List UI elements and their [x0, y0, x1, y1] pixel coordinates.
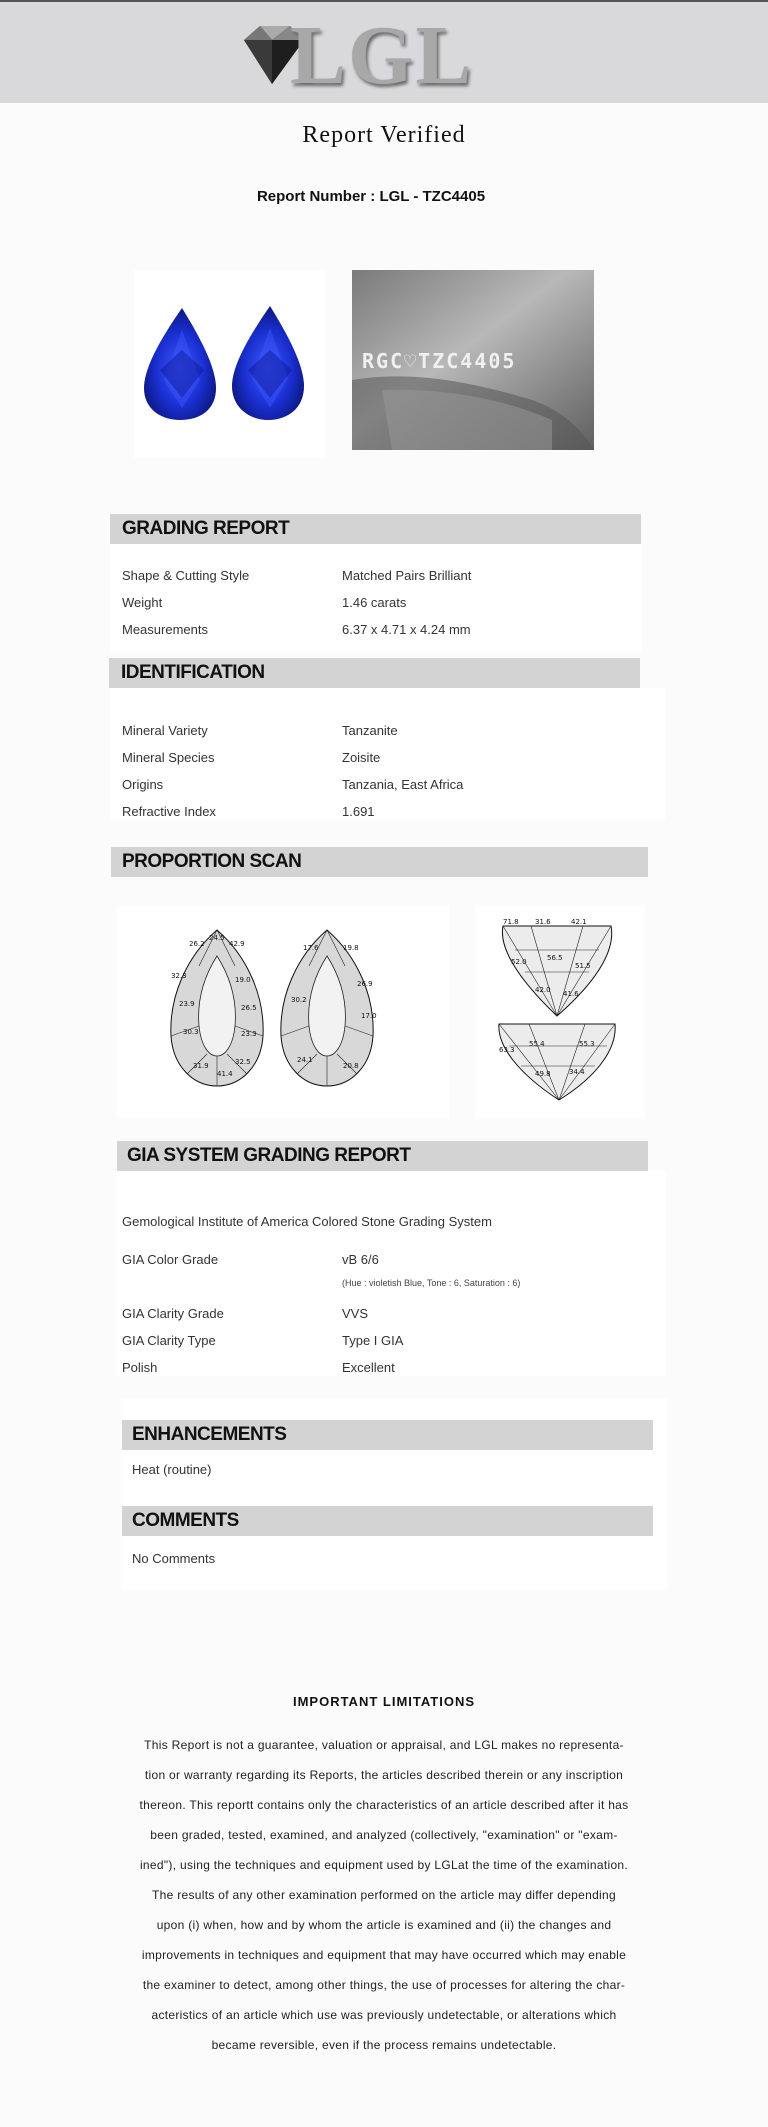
svg-text:31.6: 31.6 [535, 918, 551, 926]
svg-text:26.9: 26.9 [357, 980, 373, 988]
site-header [0, 2, 768, 103]
inscription-text: RGC♡TZC4405 [362, 349, 517, 373]
svg-text:42.0: 42.0 [535, 986, 551, 994]
svg-text:30.3: 30.3 [183, 1028, 199, 1036]
logo-text: LGL [290, 9, 474, 102]
report-number: Report Number : LGL - TZC4405 [256, 188, 486, 205]
gia-color-note: (Hue : violetish Blue, Tone : 6, Saturation : 6) [342, 1278, 521, 1288]
svg-text:34.4: 34.4 [569, 1068, 585, 1076]
proportion-scan-side-view [475, 906, 645, 1118]
svg-text:30.2: 30.2 [291, 996, 307, 1004]
limitations-heading: IMPORTANT LIMITATIONS [292, 1694, 476, 1709]
comments-text: No Comments [132, 1551, 216, 1566]
svg-text:71.8: 71.8 [503, 918, 519, 926]
svg-text:26.5: 26.5 [241, 1004, 257, 1012]
svg-text:24.5: 24.5 [209, 934, 225, 942]
svg-text:19.0: 19.0 [235, 976, 251, 984]
svg-text:31.9: 31.9 [193, 1062, 209, 1070]
svg-text:23.3: 23.3 [241, 1030, 257, 1038]
gia-heading: GIA SYSTEM GRADING REPORT [117, 1141, 648, 1171]
svg-text:23.9: 23.9 [179, 1000, 195, 1008]
svg-text:41.6: 41.6 [563, 990, 579, 998]
comments-heading: COMMENTS [122, 1506, 653, 1536]
svg-text:55.3: 55.3 [579, 1040, 595, 1048]
right-gem-shape [232, 306, 304, 420]
grading-report-heading: GRADING REPORT [110, 514, 641, 544]
page-title: Report Verified [302, 122, 466, 148]
enhancements-heading: ENHANCEMENTS [122, 1420, 653, 1450]
svg-text:32.3: 32.3 [171, 972, 187, 980]
gemstone-photo [134, 270, 326, 458]
svg-text:41.4: 41.4 [217, 1070, 233, 1078]
limitations-text: This Report is not a guarantee, valuation or appraisal, and LGL makes no representa- tion or warranty regarding its Reports, the articles described therein or any inscription thereon. This reportt contains only the characteristics of an article described after it has been graded, tested, examined, and analyzed (collectively, "examination" or "exam- ined"), using the techniques and equipment used by LGLat the time of the examination. The results of any other examination performed on the article may differ depending upon (i) when, how and by whom the article is examined and (ii) the changes and improvements in techniques and equipment that may have occurred which may enable the examiner to detect, among other things, the use of processes for altering the char- acteristics of an article which use was previously undetectable, or alterations which became reversible, even if the process remains undetectable. [139, 1738, 629, 2052]
svg-text:49.8: 49.8 [535, 1070, 551, 1078]
identification-heading: IDENTIFICATION [109, 658, 640, 688]
laser-inscription-photo [352, 270, 594, 450]
svg-text:52.0: 52.0 [511, 958, 527, 966]
enhancements-text: Heat (routine) [132, 1462, 212, 1477]
left-gem-shape [144, 308, 216, 420]
svg-text:42.9: 42.9 [229, 940, 245, 948]
svg-text:17.0: 17.0 [361, 1012, 377, 1020]
svg-text:26.2: 26.2 [189, 940, 205, 948]
svg-text:63.3: 63.3 [499, 1046, 515, 1054]
gia-intro: Gemological Institute of America Colored Stone Grading System [122, 1214, 492, 1229]
svg-text:51.5: 51.5 [575, 962, 591, 970]
svg-text:19.8: 19.8 [343, 944, 359, 952]
svg-text:56.5: 56.5 [547, 954, 563, 962]
svg-text:32.5: 32.5 [235, 1058, 251, 1066]
lgl-logo[interactable] [232, 9, 492, 102]
svg-text:17.6: 17.6 [303, 944, 319, 952]
proportion-scan-heading: PROPORTION SCAN [111, 847, 648, 877]
svg-text:42.1: 42.1 [571, 918, 587, 926]
proportion-scan-top-view [117, 906, 449, 1118]
svg-text:24.1: 24.1 [297, 1056, 313, 1064]
svg-text:20.8: 20.8 [343, 1062, 359, 1070]
svg-text:55.4: 55.4 [529, 1040, 545, 1048]
